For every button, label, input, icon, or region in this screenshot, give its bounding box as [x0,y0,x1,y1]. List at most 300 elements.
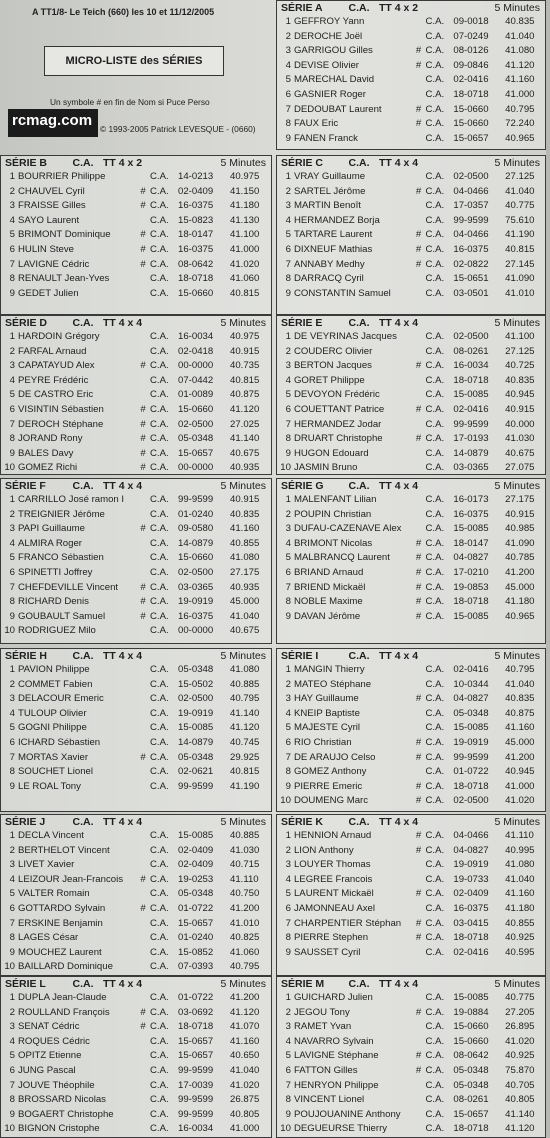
ca-label: C.A. [425,374,445,386]
driver-name: FRANCO Sébastien [18,552,104,564]
personal-chip-mark [136,345,150,360]
series-box-c [276,155,546,315]
ca-label: C.A. [425,873,445,885]
personal-chip-mark [412,388,426,403]
driver-name: SOUCHET Lionel [18,766,94,778]
position: 6 [285,403,291,415]
transponder-code: 19-0919 [453,859,489,871]
position: 10 [4,462,15,474]
driver-row [277,185,545,200]
frequency: 41.140 [505,1108,535,1120]
driver-row [277,707,545,722]
driver-row [1,1093,271,1108]
personal-chip-mark [136,765,150,780]
transponder-code: 18-0147 [453,537,489,549]
position: 2 [285,678,291,690]
ca-label: C.A. [150,902,169,914]
ca-label: C.A. [150,625,169,637]
transponder-code: 02-0409 [178,859,214,871]
frequency: 41.200 [230,902,260,914]
transponder-code: 15-0085 [453,610,489,622]
position: 4 [9,374,15,386]
transponder-code: 02-0500 [453,795,489,807]
legend-note: Un symbole # en fin de Nom si Puce Perso [50,97,210,107]
driver-name: RODRIGUEZ Milo [18,625,96,637]
ca-label: C.A. [425,30,445,42]
personal-chip-mark [412,132,426,147]
ca-label: C.A. [150,581,169,593]
copyright: © 1993-2005 Patrick LEVESQUE - (0660) [100,124,256,134]
frequency: 75.870 [505,1064,535,1076]
ca-label: C.A. [425,74,445,86]
frequency: 41.090 [505,537,535,549]
position: 2 [285,345,291,357]
position: 6 [285,736,291,748]
driver-row [1,610,271,625]
frequency: 40.915 [230,494,260,505]
position: 3 [285,693,291,705]
ca-label: C.A. [150,523,169,535]
ca-label: C.A. [425,132,445,144]
personal-chip-mark [412,418,426,433]
position: 6 [285,88,291,100]
driver-row [1,780,271,795]
transponder-code: 07-0249 [453,30,489,42]
ca-label: C.A. [150,961,169,973]
position: 4 [285,873,291,885]
personal-chip-mark: # [415,1064,422,1076]
frequency: 41.010 [230,917,260,929]
driver-name: JUNG Pascal [18,1064,76,1076]
frequency: 40.750 [230,888,260,900]
ca-label: C.A. [425,795,445,807]
driver-row [277,1093,545,1108]
position: 6 [9,736,15,748]
ca-label: C.A. [150,287,169,299]
series-name: SÉRIE B [5,157,48,169]
transponder-code: 04-0827 [453,844,489,856]
position: 1 [285,16,291,27]
series-duration: 5 Minutes [220,480,266,492]
ca-label: C.A. [150,389,169,401]
transponder-code: 02-0500 [453,171,489,182]
series-ca: C.A. [72,978,94,990]
driver-row [277,946,545,961]
ca-label: C.A. [150,243,169,255]
position: 5 [285,722,291,734]
personal-chip-mark [412,88,426,103]
driver-name: DE CASTRO Eric [18,389,94,401]
frequency: 41.030 [505,433,535,445]
series-header [1,316,271,330]
driver-name: BIGNON Cristophe [18,1123,100,1135]
driver-name: LION Anthony [293,844,354,856]
personal-chip-mark [136,1035,150,1050]
frequency: 41.120 [230,722,260,734]
transponder-code: 08-0126 [453,45,489,57]
ca-label: C.A. [425,403,445,415]
personal-chip-mark: # [415,45,422,57]
personal-chip-mark [136,330,150,345]
series-class: TT 4 x 4 [379,816,419,828]
position: 9 [9,780,15,792]
transponder-code: 05-0348 [178,664,214,675]
ca-label: C.A. [150,447,169,459]
personal-chip-mark: # [415,537,422,549]
frequency: 40.875 [505,707,535,719]
driver-row [277,374,545,389]
logo-text: rcmag.com [12,112,93,129]
driver-name: DEROCHE Joël [293,30,363,42]
personal-chip-mark [412,707,426,722]
frequency: 41.090 [505,273,535,285]
series-class: TT 4 x 4 [103,816,143,828]
ca-label: C.A. [425,1035,445,1047]
position: 4 [9,214,15,226]
personal-chip-mark: # [140,1021,146,1033]
transponder-code: 15-0657 [178,917,214,929]
driver-row [277,228,545,243]
driver-row [277,931,545,946]
driver-name: LEIZOUR Jean-Francois [18,873,124,885]
personal-chip-mark [412,1035,426,1050]
ca-label: C.A. [150,707,169,719]
transponder-code: 18-0147 [178,229,214,241]
transponder-code: 02-0416 [453,664,489,675]
frequency: 29.925 [230,751,260,763]
position: 9 [9,1108,15,1120]
personal-chip-mark [412,902,426,917]
series-ca: C.A. [348,650,370,662]
frequency: 40.595 [505,946,535,958]
ca-label: C.A. [150,1006,169,1018]
driver-name: BERTON Jacques [293,360,372,372]
position: 10 [280,1123,291,1135]
ca-label: C.A. [150,418,169,430]
driver-row [277,794,545,809]
frequency: 41.190 [505,229,535,241]
ca-label: C.A. [150,1123,169,1135]
driver-row [1,1020,271,1035]
position: 8 [9,932,15,944]
position: 8 [285,433,291,445]
transponder-code: 05-0348 [178,433,214,445]
transponder-code: 02-0500 [453,331,489,342]
personal-chip-mark: # [140,581,146,593]
series-duration: 5 Minutes [220,650,266,662]
driver-row [277,610,545,625]
driver-name: SPINETTI Joffrey [18,566,93,578]
transponder-code: 15-0085 [453,722,489,734]
driver-row [277,873,545,888]
series-ca: C.A. [348,317,370,329]
driver-name: VINCENT Lionel [293,1094,365,1106]
position: 4 [285,59,291,71]
transponder-code: 15-0502 [178,678,214,690]
frequency: 41.200 [505,751,535,763]
frequency: 41.060 [230,946,260,958]
personal-chip-mark: # [415,736,422,748]
personal-chip-mark [412,287,426,302]
series-duration: 5 Minutes [494,2,540,14]
transponder-code: 00-0000 [178,462,214,474]
ca-label: C.A. [150,494,169,505]
transponder-code: 16-0375 [178,243,214,255]
driver-row [1,243,271,258]
position: 2 [9,844,15,856]
driver-name: BRIMONT Nicolas [293,537,373,549]
driver-row [277,73,545,88]
position: 4 [285,1035,291,1047]
frequency: 41.100 [230,229,260,241]
ca-label: C.A. [425,59,445,71]
frequency: 41.120 [230,403,260,415]
transponder-code: 15-0657 [453,1108,489,1120]
ca-label: C.A. [150,992,169,1003]
position: 3 [285,45,291,57]
driver-row [1,663,271,678]
driver-name: GOMEZ Richi [18,462,78,474]
transponder-code: 07-0393 [178,961,214,973]
driver-name: PEYRE Frédéric [18,374,89,386]
transponder-code: 03-0415 [453,917,489,929]
position: 9 [9,287,15,299]
driver-name: CAPATAYUD Alex [18,360,95,372]
driver-name: HENRYON Philippe [293,1079,379,1091]
position: 1 [9,171,15,182]
series-name: SÉRIE H [5,650,48,662]
series-class: TT 4 x 4 [103,317,143,329]
position: 8 [285,1094,291,1106]
driver-name: SAUSSET Cyril [293,946,361,958]
driver-name: MALBRANCQ Laurent [293,552,390,564]
driver-row [277,917,545,932]
position: 3 [285,200,291,212]
ca-label: C.A. [425,830,445,841]
driver-name: HUGON Edouard [293,447,369,459]
driver-row [1,946,271,961]
ca-label: C.A. [425,433,445,445]
position: 4 [9,537,15,549]
transponder-code: 19-0919 [178,707,214,719]
driver-row [1,287,271,302]
driver-name: HENNION Arnaud [293,830,372,841]
driver-row [277,461,545,476]
driver-name: DEVISE Olivier [293,59,359,71]
personal-chip-mark: # [415,596,422,608]
ca-label: C.A. [150,932,169,944]
position: 5 [285,888,291,900]
personal-chip-mark [412,73,426,88]
transponder-code: 02-0409 [178,185,214,197]
personal-chip-mark [136,493,150,508]
ca-label: C.A. [425,736,445,748]
personal-chip-mark [412,447,426,462]
driver-row [277,581,545,596]
personal-chip-mark: # [415,360,422,372]
ca-label: C.A. [150,331,169,342]
driver-name: BROSSARD Nicolas [18,1094,106,1106]
driver-name: KNEIP Baptiste [293,707,360,719]
personal-chip-mark: # [140,418,146,430]
personal-chip-mark [136,931,150,946]
series-header [277,977,545,991]
driver-name: HAY Guillaume [293,693,359,705]
transponder-code: 04-0466 [453,229,489,241]
driver-row [1,228,271,243]
transponder-code: 03-0365 [453,462,489,474]
driver-row [1,1035,271,1050]
position: 7 [285,581,291,593]
personal-chip-mark [136,844,150,859]
position: 9 [285,1108,291,1120]
position: 3 [9,200,15,212]
event-title: A TT1/8- Le Teich (660) les 10 et 11/12/2005 [32,7,215,17]
position: 2 [9,678,15,690]
driver-row [1,902,271,917]
driver-row [277,272,545,287]
driver-name: LAURENT Mickaël [293,888,374,900]
transponder-code: 15-0085 [453,389,489,401]
position: 8 [9,433,15,445]
frequency: 41.140 [230,433,260,445]
series-header [277,479,545,493]
frequency: 41.190 [230,780,260,792]
driver-name: DE ARAUJO Celso [293,751,376,763]
driver-name: MATEO Stéphane [293,678,372,690]
position: 9 [9,447,15,459]
transponder-code: 01-0722 [453,766,489,778]
driver-row [277,663,545,678]
driver-name: MARECHAL David [293,74,375,86]
position: 10 [4,1123,15,1135]
ca-label: C.A. [425,214,445,226]
ca-label: C.A. [150,1108,169,1120]
position: 10 [4,625,15,637]
position: 2 [9,345,15,357]
frequency: 40.815 [230,766,260,778]
frequency: 41.020 [230,258,260,270]
driver-name: FRAISSE Gilles [18,200,86,212]
transponder-code: 18-0718 [453,596,489,608]
position: 8 [9,766,15,778]
driver-name: DAVAN Jérôme [293,610,361,622]
position: 8 [9,1094,15,1106]
frequency: 41.020 [505,795,535,807]
driver-row [1,887,271,902]
frequency: 40.835 [230,508,260,520]
series-duration: 5 Minutes [494,157,540,169]
series-ca: C.A. [72,650,94,662]
driver-name: FAUX Eric [293,118,339,130]
driver-row [1,345,271,360]
driver-name: ICHARD Sébastien [18,736,101,748]
ca-label: C.A. [425,552,445,564]
personal-chip-mark: # [415,1006,422,1018]
driver-row [1,765,271,780]
personal-chip-mark: # [140,447,146,459]
position: 8 [285,596,291,608]
driver-name: BRIAND Arnaud [293,566,364,578]
driver-row [277,59,545,74]
transponder-code: 07-0442 [178,374,214,386]
personal-chip-mark [412,873,426,888]
transponder-code: 18-0718 [178,1021,214,1033]
transponder-code: 16-0375 [453,243,489,255]
transponder-code: 15-0657 [178,1050,214,1062]
ca-label: C.A. [150,751,169,763]
ca-label: C.A. [150,537,169,549]
position: 3 [9,360,15,372]
series-class: TT 4 x 4 [103,480,143,492]
transponder-code: 05-0348 [453,1064,489,1076]
series-ca: C.A. [348,816,370,828]
driver-name: MOUCHEZ Laurent [18,946,102,958]
driver-name: VALTER Romain [18,888,90,900]
transponder-code: 19-0853 [453,581,489,593]
driver-name: GASNIER Roger [293,88,366,100]
ca-label: C.A. [425,523,445,535]
frequency: 27.175 [230,566,260,578]
ca-label: C.A. [425,566,445,578]
transponder-code: 15-0657 [178,1035,214,1047]
ca-label: C.A. [425,331,445,342]
driver-name: CHEFDEVILLE Vincent [18,581,119,593]
driver-name: MANGIN Thierry [293,664,365,675]
personal-chip-mark: # [140,610,146,622]
transponder-code: 02-0500 [178,418,214,430]
position: 7 [9,581,15,593]
transponder-code: 99-9599 [178,1094,214,1106]
frequency: 41.110 [230,873,259,885]
frequency: 75.610 [505,214,535,226]
driver-row [277,243,545,258]
position: 1 [285,494,291,505]
transponder-code: 03-0365 [178,581,214,593]
driver-name: JORAND Rony [18,433,83,445]
driver-row [1,844,271,859]
series-header [277,649,545,663]
personal-chip-mark [412,721,426,736]
driver-row [277,1006,545,1021]
ca-label: C.A. [425,229,445,241]
driver-name: HULIN Steve [18,243,74,255]
transponder-code: 19-0919 [178,596,214,608]
position: 7 [9,258,15,270]
frequency: 41.040 [505,873,535,885]
driver-row [277,132,545,147]
frequency: 40.745 [230,736,260,748]
frequency: 40.885 [230,678,260,690]
position: 7 [9,418,15,430]
driver-name: DECLA Vincent [18,830,84,841]
series-header [1,156,271,170]
driver-row [277,1064,545,1079]
driver-row [1,272,271,287]
driver-name: HARDOIN Grégory [18,331,100,342]
frequency: 40.725 [505,360,535,372]
driver-name: CONSTANTIN Samuel [293,287,391,299]
series-ca: C.A. [348,157,370,169]
frequency: 40.985 [505,523,535,535]
personal-chip-mark [136,829,150,844]
ca-label: C.A. [425,200,445,212]
ca-label: C.A. [150,610,169,622]
ca-label: C.A. [425,258,445,270]
driver-name: DEVOYON Frédéric [293,389,380,401]
position: 10 [280,795,291,807]
ca-label: C.A. [425,946,445,958]
